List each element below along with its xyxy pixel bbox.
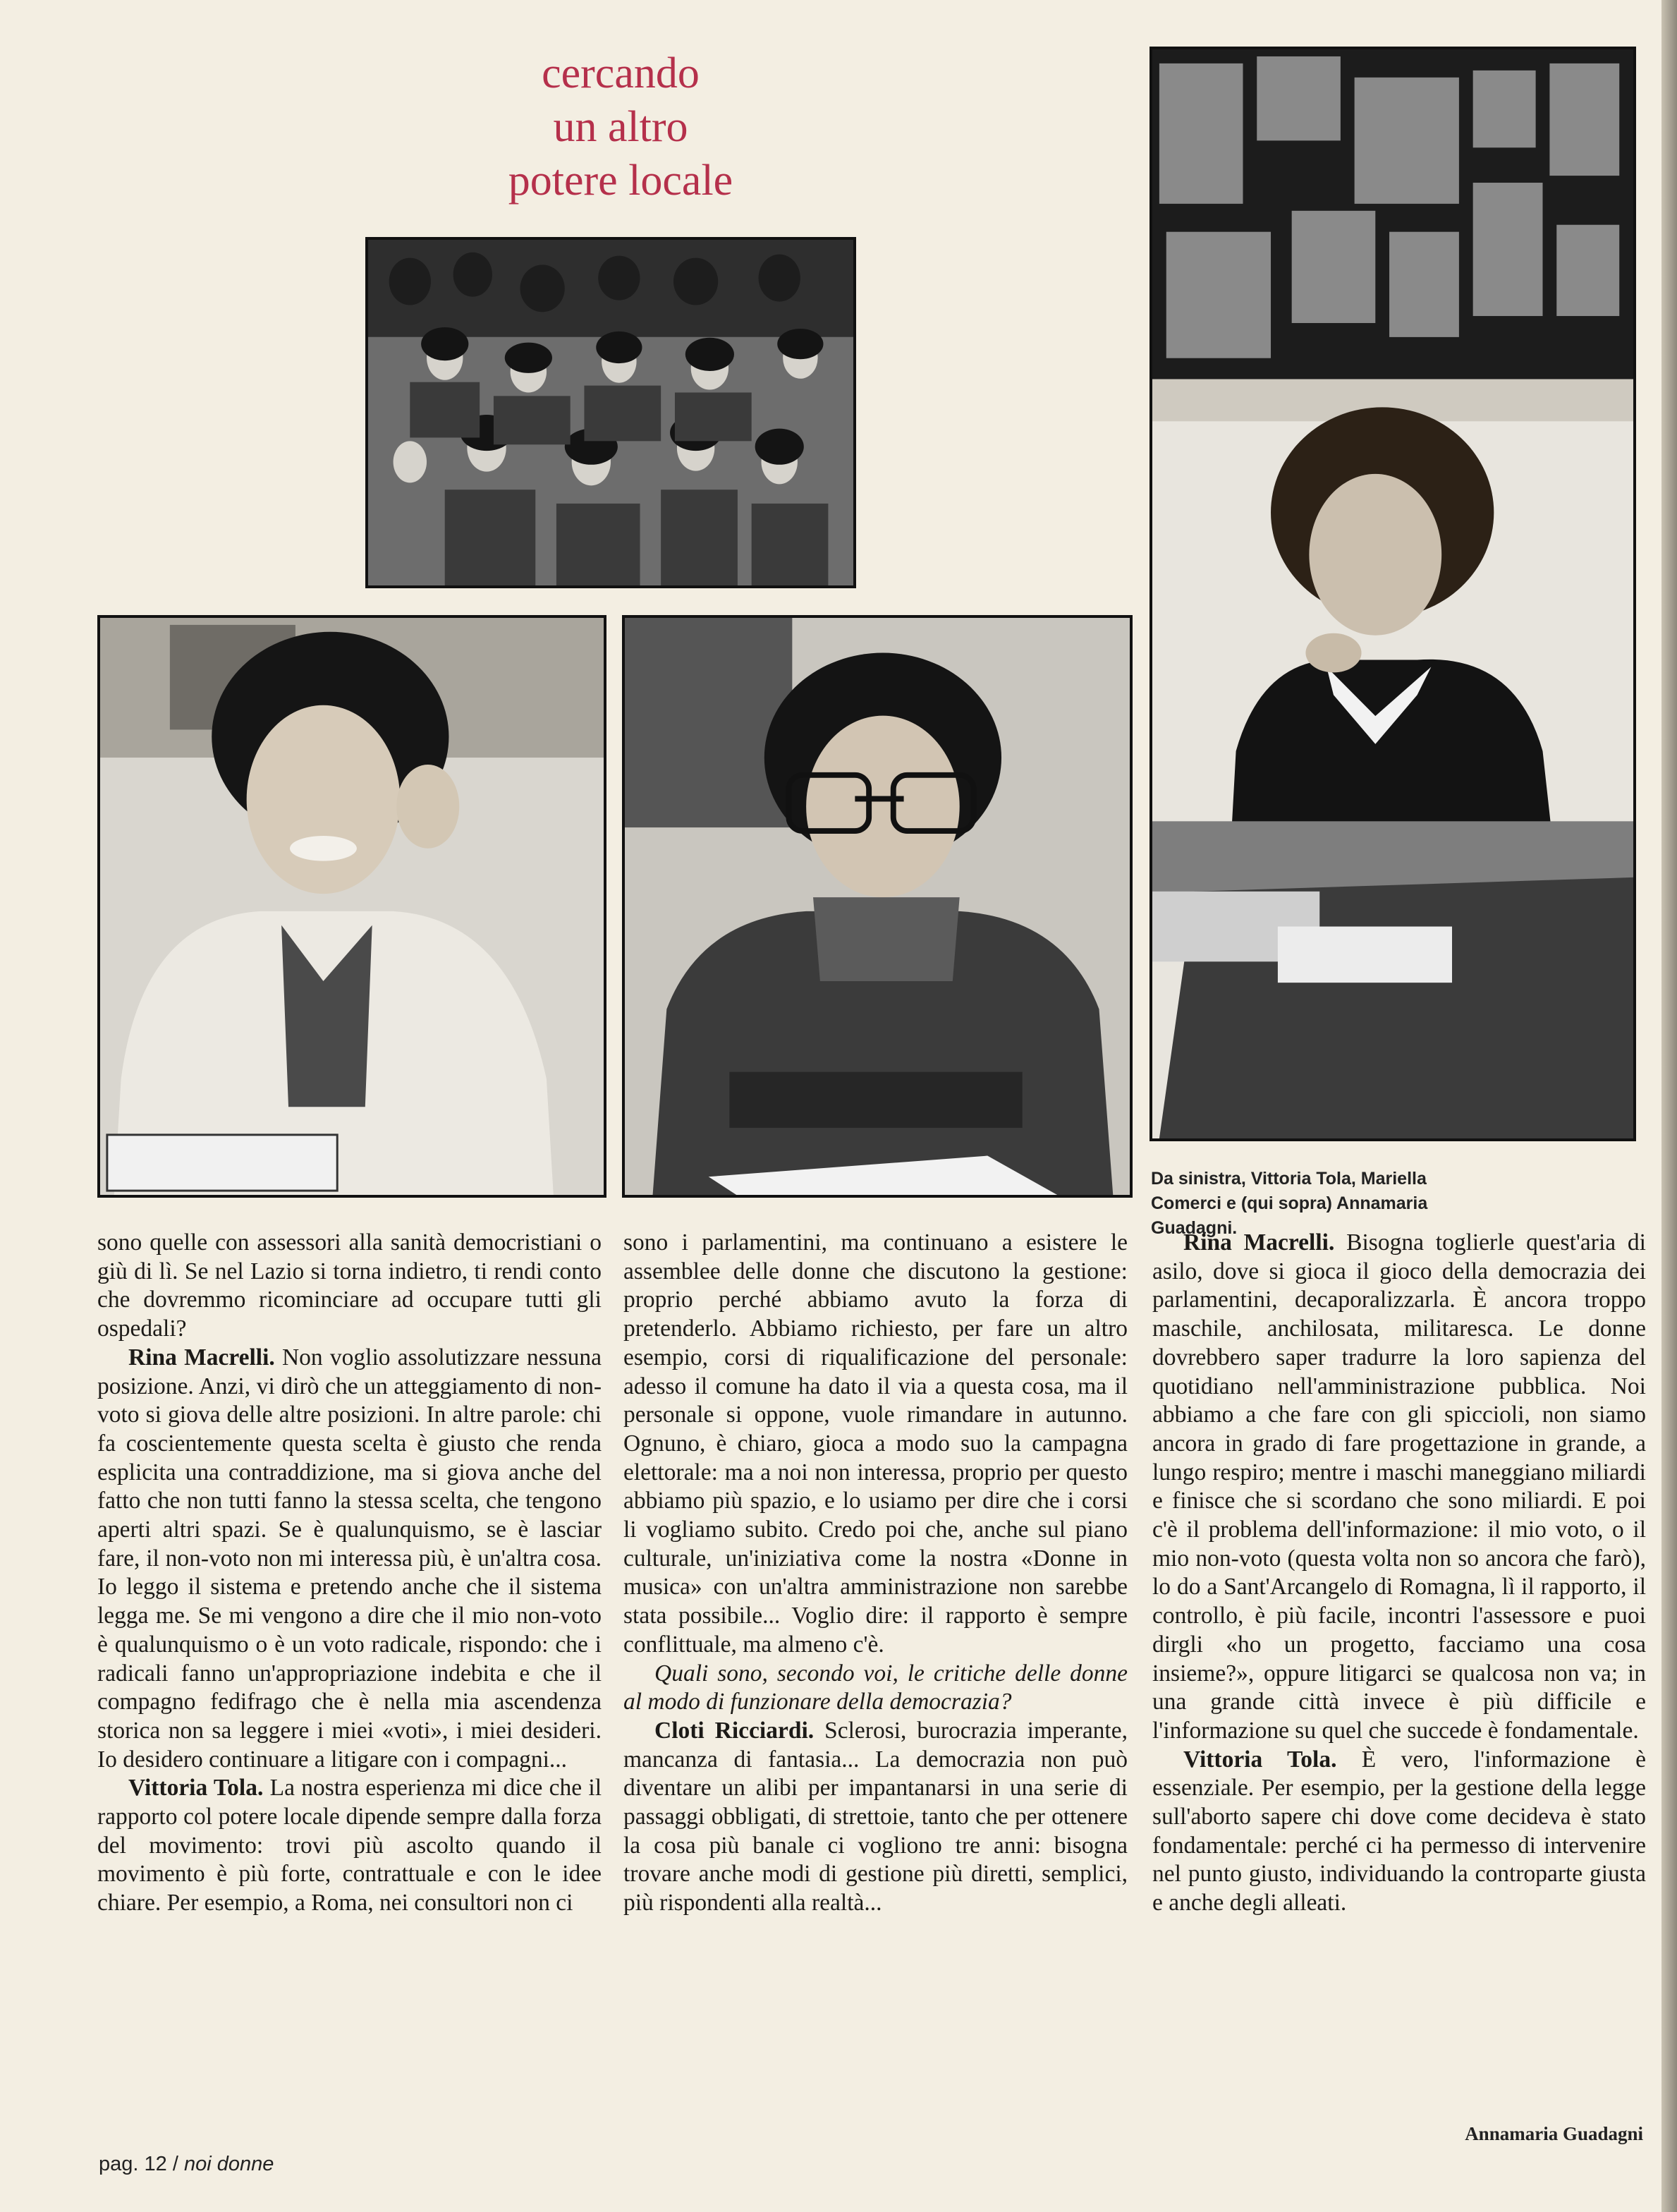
page-edge (1661, 0, 1677, 2212)
speaker-name: Rina Macrelli. (1183, 1229, 1335, 1256)
paragraph (97, 1344, 602, 1775)
paragraph (1152, 1229, 1646, 1746)
speaker-text: È vero, l'informazione è essenziale. Per esempio, per la gestione della legge sull'aborto sapere chi dove come decideva è stato fondamentale: perché ci ha permesso di intervenire nel punto giusto, individuando la controparte giusta e anche degli alleati. (1152, 1746, 1647, 1916)
article-title (437, 47, 804, 207)
speaker-name: Cloti Ricciardi. (654, 1717, 815, 1744)
crowd-photo (365, 237, 856, 588)
speaker-name: Vittoria Tola. (1183, 1746, 1337, 1773)
text-column-2 (623, 1229, 1128, 1918)
photo-caption: Da sinistra, Vittoria Tola, Mariella Comerci e (qui sopra) Annamaria Guadagni. (1151, 1169, 1428, 1238)
speaker-text: La nostra esperienza mi dice che il rapporto col potere locale dipende sempre dalla forza del movimento: trovi più ascolto quando il movimento è più forte, contrattuale e con le idee chiare. Per esempio, a Roma, nei consultori non ci (97, 1775, 602, 1916)
tola-photo (97, 615, 606, 1198)
title-line-3: potere locale (508, 157, 733, 205)
paragraph: sono quelle con assessori alla sanità democristiani o giù di lì. Se nel Lazio si torna indietro, ti rendi conto che dovremmo ricominciare ad occupare tutti gli ospedali? (97, 1229, 602, 1342)
speaker-text: Non voglio assolutizzare nessuna posizione. Anzi, vi dirò che un atteggiamento di non-voto si giova delle altre posizioni. In altre parole: chi fa coscientemente questa scelta è giusto che renda esplicita una contraddizione, ma si giova anche del fatto che non tutti fanno la stessa scelta, che tengono aperti altri spazi. Se è qualunquismo, se è lasciar fare, il non-voto non mi interessa più, è un'altra cosa. Io leggo il sistema e pretendo anche che il sistema legga me. Se mi vengono a dire che il mio non-voto è qualunquismo o è un voto radicale, rispondo: che i radicali fanno un'appropriazione indebita e che il compagno fedifrago che è nella mia ascendenza storica non sa leggere i miei «voti», i miei desideri. Io desidero continuare a litigare con i compagni... (97, 1344, 602, 1773)
speaker-text: Bisogna toglierle quest'aria di asilo, dove si gioca il gioco della democrazia dei parlamentini, decaporalizzarla. È ancora troppo maschile, anchilosata, militaresca. Le donne dovrebbero saper tradurre la loro sapienza del quotidiano nell'amministrazione pubblica. Noi abbiamo a che fare con gli spiccioli, non siamo ancora in grado di fare progettazione in grande, a lungo respiro; mentre i maschi maneggiano miliardi e finisce che si scordano che sono miliardi. E poi c'è il problema dell'informazione: il mio voto, o il mio non-voto (questa volta non so ancora che farò), lo do a Sant'Arcangelo di Romagna, lì il rapporto, il controllo, è più facile, incontri l'assessore e puoi dirgli «ho un progetto, facciamo una cosa insieme?», oppure litigarci se qualcosa non va; in una grande città invece è più difficile e l'informazione su quel che succede è fondamentale. (1152, 1229, 1646, 1744)
author-signature: Annamaria Guadagni (1465, 2123, 1643, 2144)
speaker-name: Vittoria Tola. (128, 1775, 264, 1801)
page-number: pag. 12 / (99, 2153, 178, 2175)
speaker-name: Rina Macrelli. (128, 1344, 275, 1371)
comerci-photo (622, 615, 1133, 1198)
text-column-3 (1152, 1229, 1646, 1918)
text-column-1 (97, 1229, 602, 1918)
speaker-text: Sclerosi, burocrazia imperante, mancanza di fantasia... La democrazia non può diventare un alibi per impantanarsi in una serie di passaggi obbligati, di strettoie, tanto che per ottenere la cosa più banale ci vogliono tre anni: bisogna trovare anche modi di gestione più diretti, semplici, più rispondenti alla realtà... (623, 1717, 1128, 1916)
page-footer (99, 2153, 274, 2176)
magazine-name: noi donne (183, 2153, 274, 2175)
paragraph (1152, 1746, 1646, 1918)
paragraph: sono i parlamentini, ma continuano a esistere le assemblee delle donne che discutono la gestione: proprio perché abbiamo avuto la forza di pretenderlo. Abbiamo richiesto, per fare un altro esempio, corsi di riqualificazione del personale: adesso il comune ha dato il via a questa cosa, ma il personale si oppone, vuole rimandare in autunno. Ognuno, è chiaro, gioca a modo suo la campagna elettorale: ma a noi non interessa, proprio per questo abbiamo più spazio, e lo usiamo per dire che i corsi li vogliamo subito. Credo poi che, anche sul piano culturale, un'iniziativa come la nostra «Donne in musica» con un'altra amministrazione non sarebbe stata possibile... Voglio dire: il rapporto è sempre conflittuale, ma almeno c'è. (623, 1229, 1128, 1658)
title-line-2: un altro (553, 103, 688, 151)
interview-question: Quali sono, secondo voi, le critiche delle donne al modo di funzionare della democrazia? (623, 1660, 1128, 1715)
paragraph (623, 1717, 1128, 1918)
title-line-1: cercando (542, 49, 700, 97)
guadagni-photo (1149, 47, 1636, 1141)
paragraph (97, 1774, 602, 1918)
